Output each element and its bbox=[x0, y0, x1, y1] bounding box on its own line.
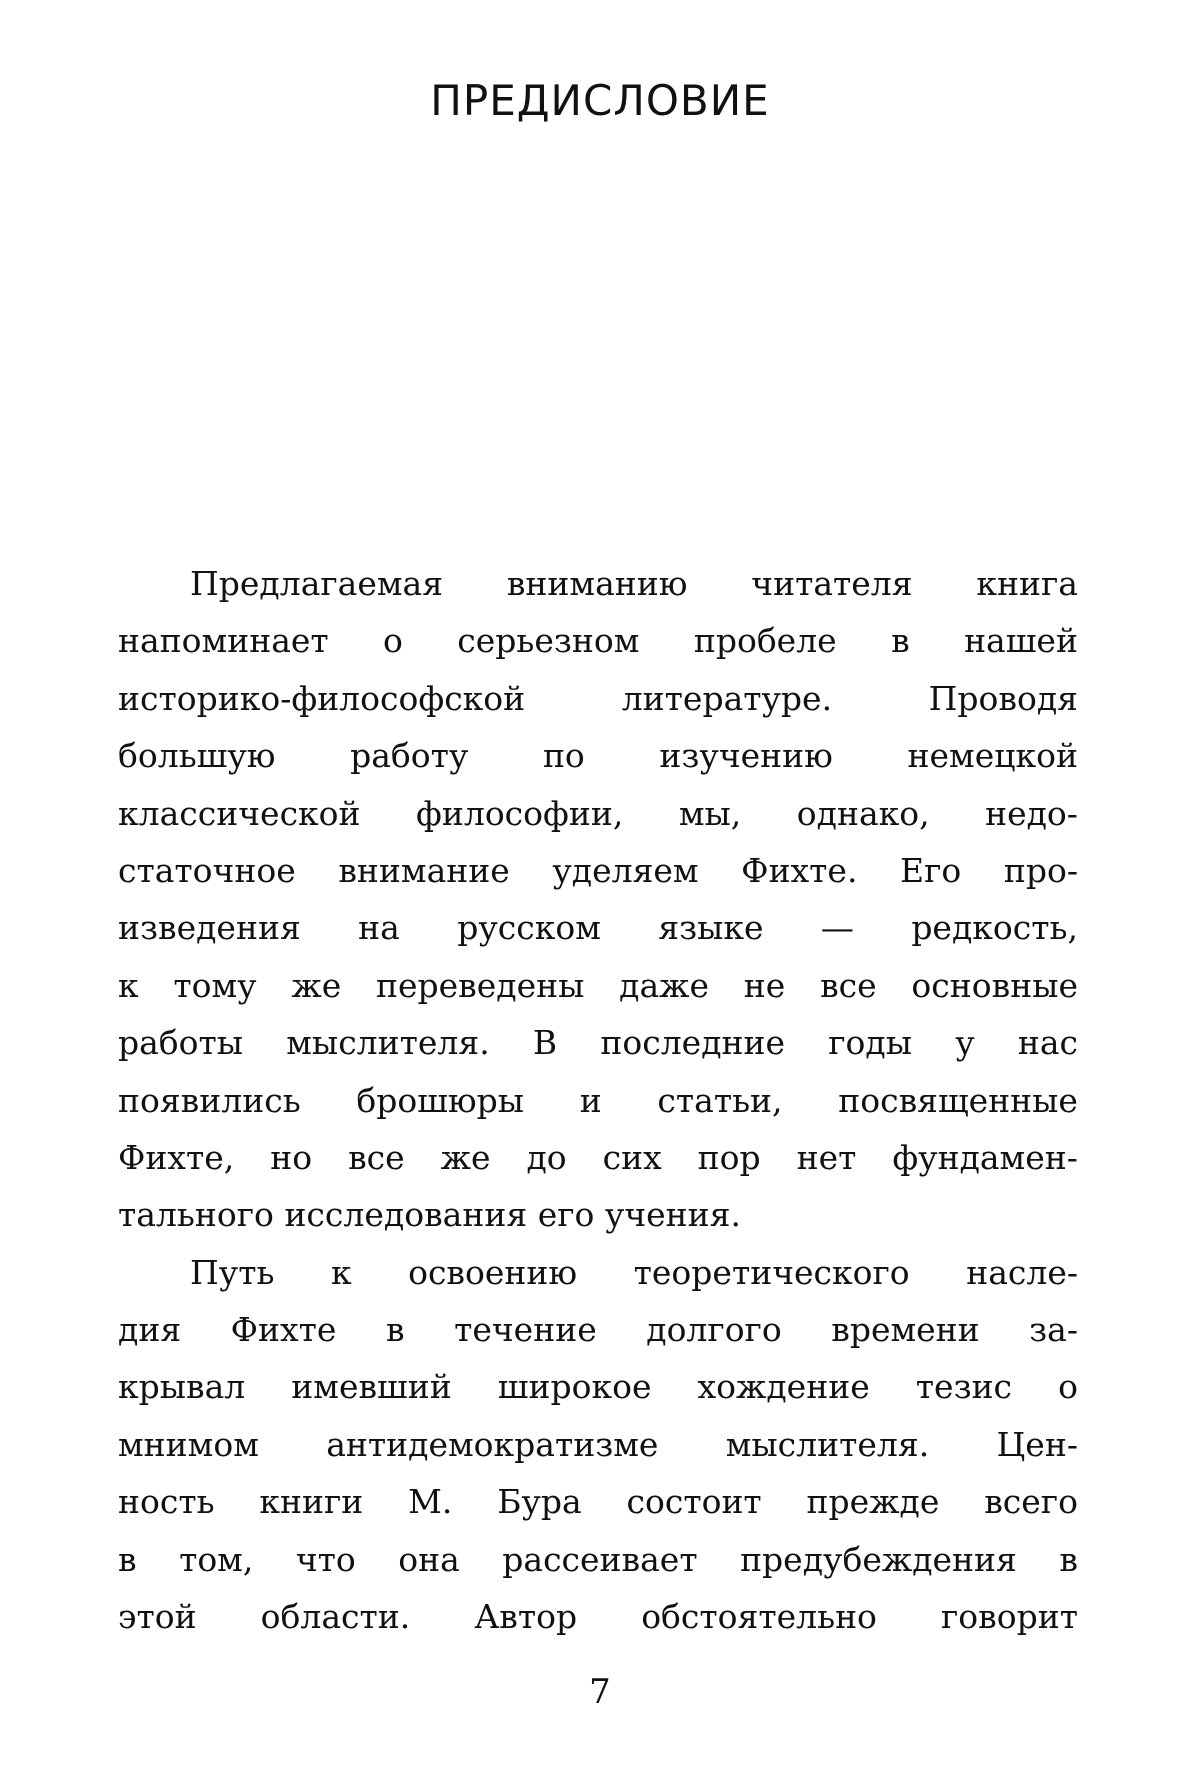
word: антидемократизме bbox=[326, 1424, 659, 1464]
word: В bbox=[532, 1023, 558, 1063]
word: читателя bbox=[751, 564, 913, 603]
word: философии, bbox=[416, 793, 624, 833]
word: тезис bbox=[915, 1367, 1013, 1407]
word: же bbox=[291, 965, 342, 1005]
word: работы bbox=[118, 1023, 244, 1063]
word: времени bbox=[831, 1310, 980, 1350]
word: в bbox=[385, 1310, 405, 1350]
word: дия bbox=[118, 1310, 182, 1350]
word: Бура bbox=[497, 1482, 582, 1522]
word: его bbox=[537, 1195, 595, 1235]
word: большую bbox=[118, 736, 276, 776]
word: но bbox=[270, 1137, 313, 1177]
word: в bbox=[891, 621, 910, 661]
word: пор bbox=[697, 1137, 761, 1177]
word: о bbox=[1058, 1367, 1078, 1407]
word: насле- bbox=[966, 1252, 1078, 1292]
word: о bbox=[383, 621, 403, 661]
word: освоению bbox=[408, 1252, 578, 1292]
word: Фихте, bbox=[118, 1137, 235, 1177]
word: даже bbox=[619, 965, 710, 1005]
word: русском bbox=[457, 908, 601, 948]
text-line bbox=[118, 1014, 1078, 1071]
word: же bbox=[440, 1137, 491, 1177]
word: рассеивает bbox=[502, 1539, 698, 1579]
word: за- bbox=[1029, 1310, 1078, 1350]
text-line bbox=[118, 1416, 1078, 1473]
word: фундамен- bbox=[892, 1137, 1078, 1177]
word: предубеждения bbox=[740, 1539, 1017, 1579]
word: исследования bbox=[284, 1195, 528, 1235]
word: теоретического bbox=[633, 1252, 910, 1292]
word: мыслителя. bbox=[725, 1424, 930, 1464]
word: она bbox=[398, 1539, 460, 1579]
text-line bbox=[118, 670, 1078, 727]
word: до bbox=[526, 1137, 567, 1177]
word: уделяем bbox=[552, 850, 699, 890]
word: посвященные bbox=[838, 1080, 1078, 1120]
word: классической bbox=[118, 793, 361, 833]
word: книга bbox=[976, 564, 1078, 603]
word: все bbox=[348, 1137, 405, 1177]
word: области. bbox=[260, 1597, 411, 1637]
word: тального bbox=[118, 1195, 274, 1235]
word: течение bbox=[454, 1310, 597, 1350]
word: Проводя bbox=[928, 678, 1078, 718]
word: учения. bbox=[604, 1195, 741, 1235]
body-text bbox=[118, 555, 1078, 1645]
word: на bbox=[358, 908, 400, 948]
word: Путь bbox=[190, 1252, 275, 1292]
word: историко-философской bbox=[118, 678, 526, 718]
text-line bbox=[118, 1301, 1078, 1358]
word: — bbox=[820, 908, 854, 948]
word: годы bbox=[828, 1023, 913, 1063]
word: прежде bbox=[806, 1482, 940, 1522]
word: этой bbox=[118, 1597, 197, 1637]
text-line bbox=[118, 785, 1078, 842]
word: к bbox=[118, 965, 139, 1005]
word: нет bbox=[796, 1137, 857, 1177]
word: ность bbox=[118, 1482, 215, 1522]
text-line bbox=[118, 1186, 1078, 1243]
word: в bbox=[118, 1539, 137, 1579]
word: долгого bbox=[646, 1310, 782, 1350]
text-line bbox=[118, 899, 1078, 956]
word: редкость, bbox=[911, 908, 1078, 948]
word: обстоятельно bbox=[641, 1597, 877, 1637]
word: Предлагаемая bbox=[190, 564, 444, 603]
word: внимание bbox=[338, 850, 510, 890]
word: книги bbox=[259, 1482, 364, 1522]
word: последние bbox=[600, 1023, 786, 1063]
word: мнимом bbox=[118, 1424, 259, 1464]
text-line bbox=[118, 957, 1078, 1014]
word: всего bbox=[984, 1482, 1078, 1522]
word: говорит bbox=[940, 1597, 1078, 1637]
word: крывал bbox=[118, 1367, 246, 1407]
word: изведения bbox=[118, 908, 301, 948]
word: мыслителя. bbox=[286, 1023, 490, 1063]
text-line bbox=[118, 842, 1078, 899]
word: основные bbox=[911, 965, 1078, 1005]
word: однако, bbox=[796, 793, 930, 833]
word: пробеле bbox=[693, 621, 837, 661]
word: брошюры bbox=[356, 1080, 525, 1120]
word: и bbox=[579, 1080, 602, 1120]
word: про- bbox=[1003, 850, 1078, 890]
word: нашей bbox=[964, 621, 1078, 661]
word: в bbox=[1059, 1539, 1078, 1579]
word: не bbox=[743, 965, 786, 1005]
text-line bbox=[118, 612, 1078, 669]
word: Цен- bbox=[996, 1424, 1078, 1464]
word: широкое bbox=[497, 1367, 652, 1407]
word: языке bbox=[658, 908, 764, 948]
word: мы, bbox=[678, 793, 742, 833]
word: вниманию bbox=[506, 564, 688, 603]
word: имевший bbox=[291, 1367, 452, 1407]
word: Автор bbox=[474, 1597, 578, 1637]
paragraph-1 bbox=[118, 555, 1078, 1244]
word: все bbox=[820, 965, 877, 1005]
word: изучению bbox=[659, 736, 833, 776]
word: состоит bbox=[626, 1482, 762, 1522]
paragraph-2 bbox=[118, 1244, 1078, 1646]
word: нас bbox=[1017, 1023, 1078, 1063]
text-line bbox=[118, 1244, 1078, 1301]
word: немецкой bbox=[907, 736, 1078, 776]
text-line bbox=[118, 1473, 1078, 1530]
word: литературе. bbox=[621, 678, 833, 718]
text-line bbox=[118, 1531, 1078, 1588]
word: работу bbox=[350, 736, 469, 776]
text-line bbox=[118, 1072, 1078, 1129]
word: том, bbox=[179, 1539, 254, 1579]
word: серьезном bbox=[457, 621, 640, 661]
word: к bbox=[330, 1252, 352, 1292]
word: сих bbox=[602, 1137, 662, 1177]
text-line bbox=[118, 1358, 1078, 1415]
word: напоминает bbox=[118, 621, 329, 661]
word: М. bbox=[408, 1482, 453, 1522]
word: недо- bbox=[985, 793, 1078, 833]
word: у bbox=[955, 1023, 975, 1063]
word: статьи, bbox=[657, 1080, 783, 1120]
word: Его bbox=[900, 850, 962, 890]
text-line bbox=[118, 1588, 1078, 1645]
text-line bbox=[118, 1129, 1078, 1186]
word: по bbox=[542, 736, 585, 776]
word: статочное bbox=[118, 850, 296, 890]
text-line bbox=[118, 727, 1078, 784]
chapter-heading: ПРЕДИСЛОВИЕ bbox=[430, 76, 770, 125]
word: Фихте bbox=[230, 1310, 337, 1350]
word: что bbox=[295, 1539, 356, 1579]
word: тому bbox=[173, 965, 257, 1005]
word: появились bbox=[118, 1080, 301, 1120]
word: Фихте. bbox=[741, 850, 858, 890]
page-number: 7 bbox=[589, 1672, 611, 1712]
word: переведены bbox=[375, 965, 585, 1005]
text-line bbox=[118, 555, 1078, 612]
word: хождение bbox=[697, 1367, 870, 1407]
